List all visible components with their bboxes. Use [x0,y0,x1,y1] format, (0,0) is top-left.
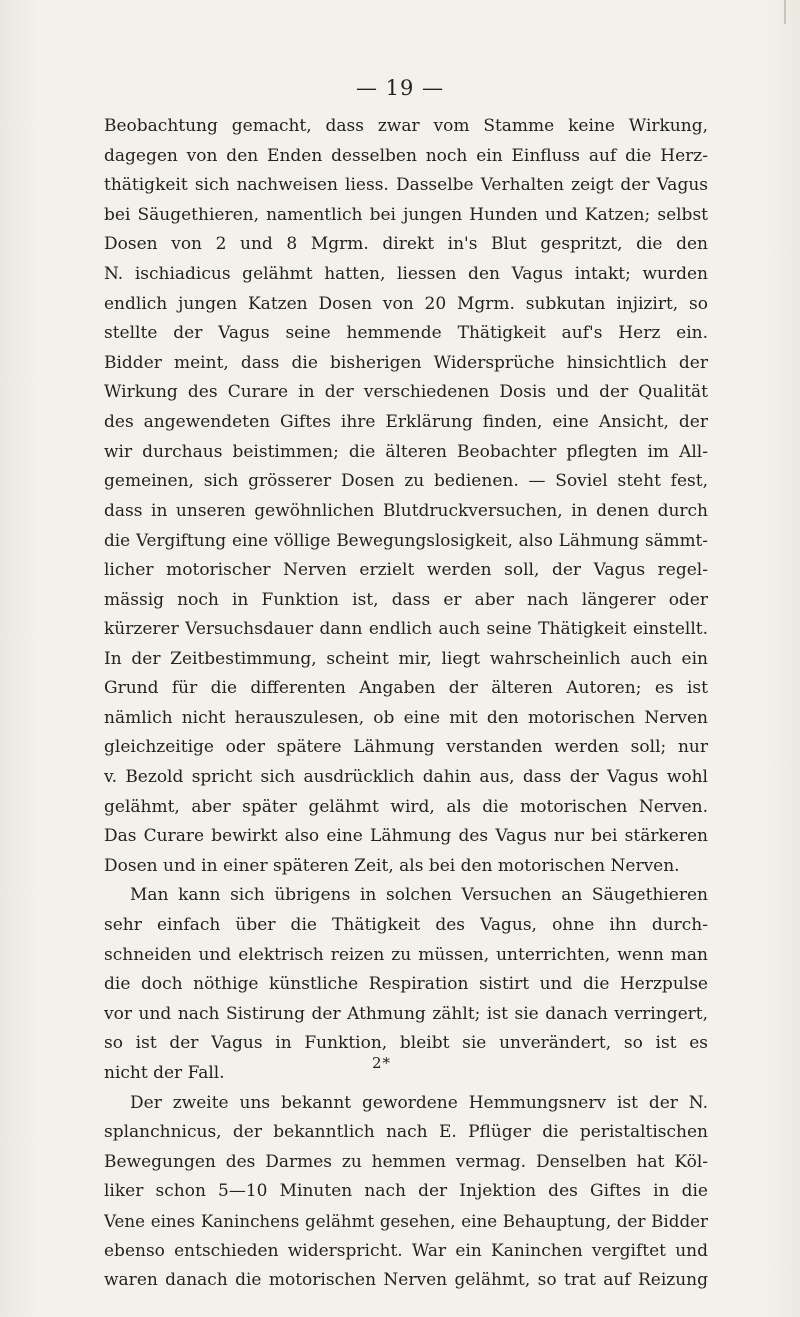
text-line: sehr einfach über die Thätigkeit des Vagus, ohne ihn durch- [104,915,708,936]
text-line: v. Bezold spricht sich ausdrücklich dahin aus, dass der Vagus wohl [104,767,708,788]
text-line: kürzerer Versuchsdauer dann endlich auch seine Thätigkeit einstellt. [104,619,708,640]
text-line: gleichzeitige oder spätere Lähmung verstanden werden soll; nur [104,737,708,758]
text-line: dass in unseren gewöhnlichen Blutdruckversuchen, in denen durch [104,500,708,521]
text-line: Dosen von 2 und 8 Mgrm. direkt in's Blut gespritzt, die den [104,234,708,255]
text-line: Wirkung des Curare in der verschiedenen Dosis und der Qualität [104,382,708,403]
text-line: ebenso entschieden widerspricht. War ein Kaninchen vergiftet und [104,1240,708,1261]
text-line: endlich jungen Katzen Dosen von 20 Mgrm. subkutan injizirt, so [104,293,708,314]
printer-signature-mark: 2* [372,1054,392,1072]
text-line: nicht der Fall. [104,1063,225,1083]
text-line: nämlich nicht herauszulesen, ob eine mit den motorischen Nerven [104,707,708,728]
body-text [104,112,708,1296]
text-line: splanchnicus, der bekanntlich nach E. Pflüger die peristaltischen [104,1122,708,1143]
text-line: schneiden und elektrisch reizen zu müssen, unterrichten, wenn man [104,944,708,965]
text-line: Man kann sich übrigens in solchen Versuchen an Säugethieren [130,885,708,906]
text-line: Beobachtung gemacht, dass zwar vom Stamme keine Wirkung, [104,116,708,136]
text-line: die Vergiftung eine völlige Bewegungslosigkeit, also Lähmung sämmt- [104,530,708,551]
text-line: Bewegungen des Darmes zu hemmen vermag. Denselben hat Köl- [104,1151,708,1172]
text-line: licher motorischer Nerven erzielt werden soll, der Vagus regel- [104,559,708,580]
text-line: gemeinen, sich grösserer Dosen zu bedienen. — Soviel steht fest, [104,471,708,492]
text-line: vor und nach Sistirung der Athmung zählt; ist sie danach verringert, [104,1003,708,1024]
text-line: wir durchaus beistimmen; die älteren Beobachter pflegten im All- [104,441,708,462]
text-line: Bidder meint, dass die bisherigen Widersprüche hinsichtlich der [104,352,708,373]
text-line: die doch nöthige künstliche Respiration sistirt und die Herzpulse [104,974,708,995]
text-line: gelähmt, aber später gelähmt wird, als die motorischen Nerven. [104,796,708,817]
text-line: Grund für die differenten Angaben der älteren Autoren; es ist [104,678,708,699]
text-line: bei Säugethieren, namentlich bei jungen Hunden und Katzen; selbst [104,204,708,225]
text-line: liker schon 5—10 Minuten nach der Injektion des Giftes in die [104,1181,708,1202]
page-edge-mark [784,0,786,24]
text-line: In der Zeitbestimmung, scheint mir, liegt wahrscheinlich auch ein [104,648,708,669]
text-line: so ist der Vagus in Funktion, bleibt sie unverändert, so ist es [104,1033,708,1054]
text-line: stellte der Vagus seine hemmende Thätigkeit auf's Herz ein. [104,323,708,344]
text-line: waren danach die motorischen Nerven gelähmt, so trat auf Reizung [104,1270,708,1291]
page-number: — 19 — [355,76,445,100]
text-line: Vene eines Kaninchens gelähmt gesehen, eine Behauptung, der Bidder [104,1211,708,1231]
text-line: Dosen und in einer späteren Zeit, als bei den motorischen Nerven. [104,855,680,876]
text-line: dagegen von den Enden desselben noch ein Einfluss auf die Herz- [104,145,708,166]
text-line: des angewendeten Giftes ihre Erklärung finden, eine Ansicht, der [104,411,708,432]
text-line: mässig noch in Funktion ist, dass er aber nach längerer oder [104,589,708,610]
text-line: Der zweite uns bekannt gewordene Hemmungsnerv ist der N. [130,1092,708,1113]
text-line: Das Curare bewirkt also eine Lähmung des Vagus nur bei stärkeren [104,826,708,847]
text-line: thätigkeit sich nachweisen liess. Dasselbe Verhalten zeigt der Vagus [104,175,708,196]
text-line: N. ischiadicus gelähmt hatten, liessen den Vagus intakt; wurden [104,263,708,284]
